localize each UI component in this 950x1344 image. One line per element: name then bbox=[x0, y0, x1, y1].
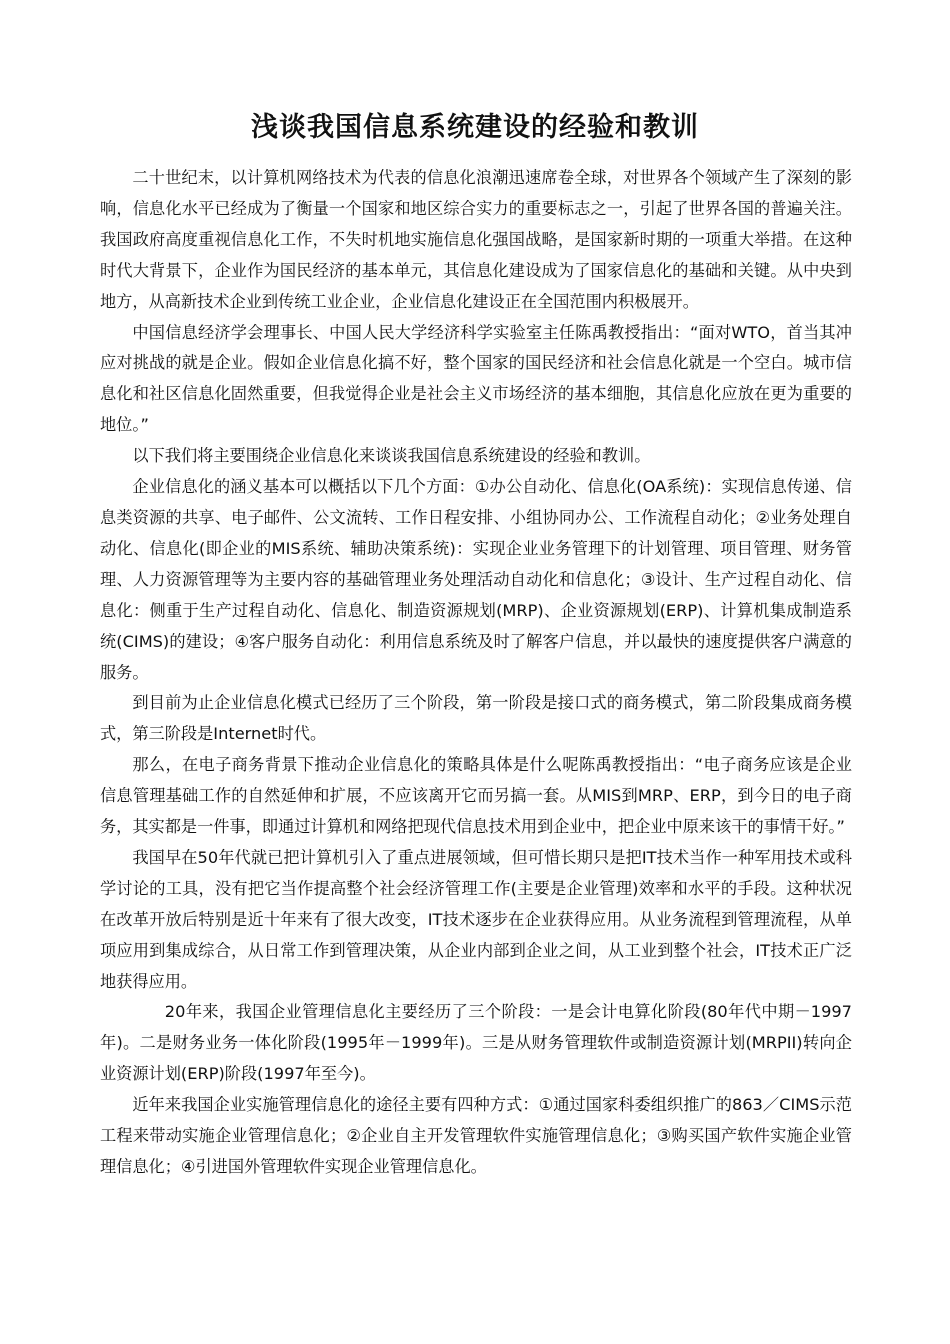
paragraph-topic-statement: 以下我们将主要围绕企业信息化来谈谈我国信息系统建设的经验和教训。 bbox=[132, 446, 651, 466]
paragraph-it-history: 我国早在50年代就已把计算机引入了重点进展领域，但可惜长期只是把IT技术当作一种军用技术或科学讨论的工具，没有把它当作提高整个社会经济管理工作(主要是企业管理)效率和水平的手段。这种状况在改革开放后特别是近十年来有了很大改变，IT技术逐步在企业获得应用。从业务流程到管理流程，从单项应用到集成综合，从日常工作到管理决策，从企业内部到企业之间，从工业到整个社会，IT技术正广泛地获得应用。 bbox=[100, 847, 852, 991]
paragraph-informatization-meaning: 企业信息化的涵义基本可以概括以下几个方面：①办公自动化、信息化(OA系统)：实现信息传递、信息类资源的共享、电子邮件、公文流转、工作日程安排、小组协同办公、工作流程自动化；②业务处理自动化、信息化(即企业的MIS系统、辅助决策系统)：实现企业业务管理下的计划管理、项目管理、财务管理、人力资源管理等为主要内容的基础管理业务处理活动自动化和信息化；③设计、生产过程自动化、信息化：侧重于生产过程自动化、信息化、制造资源规划(MRP)、企业资源规划(ERP)、计算机集成制造系统(CIMS)的建设；④客户服务自动化：利用信息系统及时了解客户信息，并以最快的速度提供客户满意的服务。 bbox=[100, 477, 852, 682]
paragraph-three-stages-model: 到目前为止企业信息化模式已经历了三个阶段，第一阶段是接口式的商务模式，第二阶段集成商务模式，第三阶段是Internet时代。 bbox=[100, 693, 852, 744]
paragraph-introduction: 二十世纪末，以计算机网络技术为代表的信息化浪潮迅速席卷全球，对世界各个领域产生了深刻的影响，信息化水平已经成为了衡量一个国家和地区综合实力的重要标志之一，引起了世界各国的普遍关注。我国政府高度重视信息化工作，不失时机地实施信息化强国战略，是国家新时期的一项重大举措。在这种时代大背景下，企业作为国民经济的基本单元，其信息化建设成为了国家信息化的基础和关键。从中央到地方，从高新技术企业到传统工业企业，企业信息化建设正在全国范围内积极展开。 bbox=[100, 168, 852, 311]
paragraph-chen-yu-quote: 中国信息经济学会理事长、中国人民大学经济科学实验室主任陈禹教授指出：“面对WTO，首当其冲应对挑战的就是企业。假如企业信息化搞不好，整个国家的国民经济和社会信息化就是一个空白。城市信息化和社区信息化固然重要，但我觉得企业是社会主义市场经济的基本细胞，其信息化应放在更为重要的地位。” bbox=[100, 322, 852, 435]
paragraph-ecommerce-strategy: 那么，在电子商务背景下推动企业信息化的策略具体是什么呢陈禹教授指出：“电子商务应该是企业信息管理基础工作的自然延伸和扩展，不应该离开它而另搞一套。从MIS到MRP、ERP，到今日的电子商务，其实都是一件事，即通过计算机和网络把现代信息技术用到企业中，把企业中原来该干的事情干好。” bbox=[100, 755, 852, 837]
document-title: 浅谈我国信息系统建设的经验和教训 bbox=[251, 112, 699, 143]
paragraph-four-approaches: 近年来我国企业实施管理信息化的途径主要有四种方式：①通过国家科委组织推广的863／CIMS示范工程来带动实施企业管理信息化；②企业自主开发管理软件实施管理信息化；③购买国产软件实施企业管理信息化；④引进国外管理软件实现企业管理信息化。 bbox=[100, 1095, 852, 1176]
document-body bbox=[100, 163, 852, 1183]
paragraph-twenty-years: 20年来，我国企业管理信息化主要经历了三个阶段：一是会计电算化阶段(80年代中期－1997年)。二是财务业务一体化阶段(1995年－1999年)。三是从财务管理软件或制造资源计划(MRPII)转向企业资源计划(ERP)阶段(1997年至今)。 bbox=[100, 1002, 852, 1084]
